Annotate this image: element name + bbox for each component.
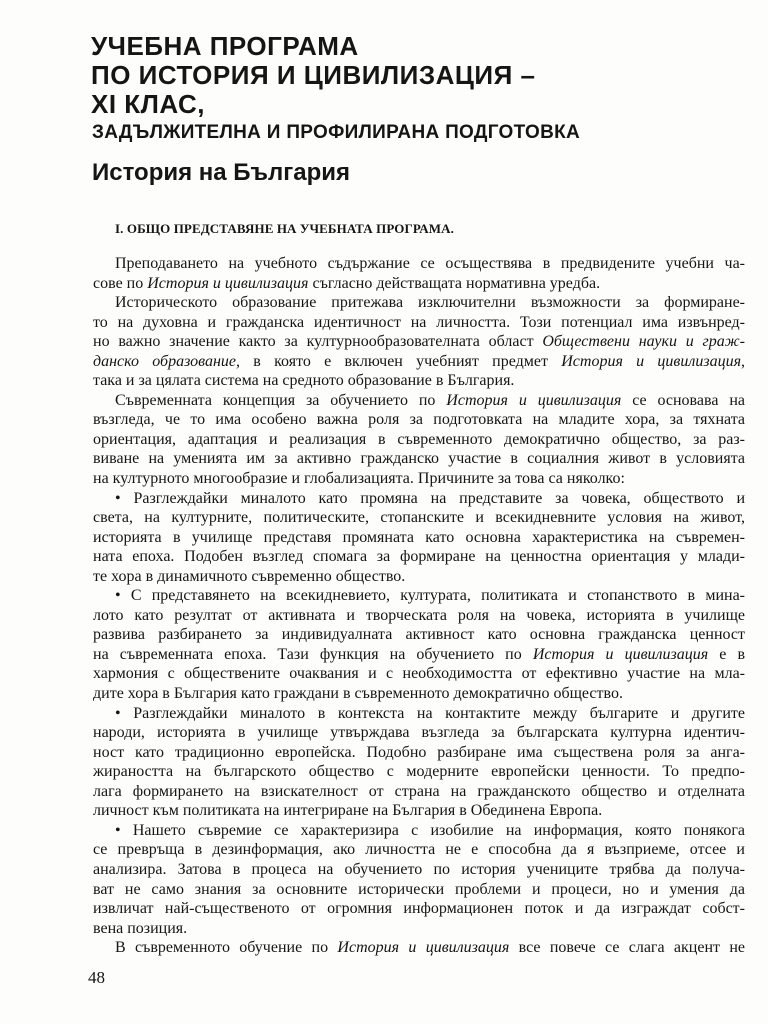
italic-text: История и цивилизация — [147, 274, 309, 292]
text-line: дите хора в България като граждани в съвременното демократично общество. — [93, 685, 623, 703]
bullet-paragraph — [93, 586, 745, 703]
paragraph — [93, 293, 745, 391]
text-line: така и за цялата система на средното образование в България. — [93, 372, 515, 390]
text-line: лото като резултат от активната и творческата роля на човека, историята в училище — [93, 606, 745, 624]
text-segment: , в която е включен учебният предмет — [236, 352, 562, 370]
text-line: извличат най-същественото от огромния информационен поток и да изграждат собст- — [93, 900, 745, 918]
text-segment: е в — [708, 645, 745, 663]
text-line: историята в училище представя промяната като основна характеристика на съвремен- — [93, 528, 745, 546]
text-segment: , — [741, 352, 746, 370]
text-line: света, на културните, политическите, стопанските и всекидневните условия на живот, — [93, 509, 745, 527]
text-line: виване на уменията им за активно гражданско участие в социалния живот в условията — [93, 450, 745, 468]
text-line: • С представянето на всекидневието, културата, политиката и стопанството в мина- — [115, 587, 745, 605]
page-number: 48 — [88, 968, 105, 987]
title-line: УЧЕБНА ПРОГРАМА — [91, 31, 359, 61]
text-line: хармония с обществените очаквания и с необходимостта от ефективно участие на мла- — [93, 665, 745, 683]
text-line: развива разбирането за индивидуалната активност като основна гражданска ценност — [93, 626, 745, 644]
italic-text: Обществени науки и граж- — [542, 333, 746, 351]
text-line: се превръща в дезинформация, ако личността не е способна да я възприеме, отсее и — [93, 841, 745, 859]
text-line: те хора в динамичното съвременно общество. — [93, 567, 406, 585]
text-line — [93, 938, 745, 958]
body-text — [93, 254, 745, 958]
text-line: • Нашето съвремие се характеризира с изобилие на информация, която понякога — [115, 821, 745, 839]
title-subtitle: ЗАДЪЛЖИТЕЛНА И ПРОФИЛИРАНА ПОДГОТОВКА — [92, 122, 581, 143]
bullet-paragraph — [93, 489, 745, 587]
text-segment: на съвременната епоха. Тази функция на обучението по — [93, 645, 533, 663]
title-line: ПО ИСТОРИЯ И ЦИВИЛИЗАЦИЯ – — [91, 60, 536, 90]
italic-text: История и цивилизация — [337, 939, 510, 957]
italic-text: История и цивилизация — [446, 391, 622, 409]
text-line: Историческото образование притежава изключителни възможности за формиране- — [115, 294, 745, 312]
paragraph — [93, 254, 745, 293]
paragraph — [93, 938, 745, 958]
text-line: ната епоха. Подобен възглед спомага за формиране на ценностна ориентация у млади- — [93, 548, 745, 566]
text-line: лага формирането на взискателност от страна на гражданското общество и отделната — [93, 782, 745, 800]
text-line — [93, 274, 745, 294]
text-line — [93, 352, 745, 372]
text-segment: все повече се слага акцент не — [509, 939, 746, 957]
text-line: възгледа, че то има особено важна роля за подготовката на младите хора, за тяхната — [93, 411, 745, 429]
text-segment: но важно значение както за културнообразователната област — [93, 333, 543, 351]
italic-text: История и цивилизация — [532, 645, 709, 663]
text-line: то на духовна и гражданска идентичност на личността. Този потенциал има извънред- — [93, 313, 745, 331]
text-segment: сове по — [93, 274, 148, 292]
text-line: • Разглеждайки миналото като промяна на представите за човека, обществото и — [115, 489, 745, 507]
text-line — [93, 645, 745, 665]
text-line: • Разглеждайки миналото в контекста на контактите между българите и другите — [115, 704, 745, 722]
text-line: жираността на българското общество с модерните европейски ценности. То предпо- — [93, 763, 745, 781]
italic-text: История и цивилизация — [561, 352, 742, 370]
text-line: вена позиция. — [93, 919, 188, 937]
text-segment: В съвременното обучение по — [115, 939, 338, 957]
italic-text: данско образование — [93, 352, 237, 370]
text-line: ориентация, адаптация и реализация в съвременното демократично общество, за раз- — [93, 430, 745, 448]
text-line: анализира. Затова в процеса на обучението по история учениците трябва да получа- — [93, 860, 745, 878]
text-line: личност към политиката на интегриране на България в Обединена Европа. — [93, 802, 603, 820]
text-line: на културното многообразие и глобализацията. Причините за това са няколко: — [93, 470, 625, 488]
title-line: XI КЛАС, — [91, 89, 206, 119]
document-title — [91, 32, 535, 119]
subject-heading: История на България — [92, 159, 351, 186]
text-line: Преподаването на учебното съдържание се осъществява в предвидените учебни ча- — [115, 255, 745, 272]
text-segment: Съвременната концепция за обучението по — [115, 391, 447, 409]
section-heading: I. ОБЩО ПРЕДСТАВЯНЕ НА УЧЕБНАТА ПРОГРАМА. — [115, 221, 454, 236]
text-line: народи, историята в училище утвърждава възгледа за българската културна идентич- — [93, 724, 745, 742]
text-segment: съгласно действащата нормативна уредба. — [308, 274, 601, 292]
text-line — [93, 332, 745, 352]
text-line: ват не само знания за основните исторически проблеми и процеси, но и умения да — [93, 880, 745, 898]
bullet-paragraph — [93, 821, 745, 938]
text-line: ност като традиционно европейска. Подобно разбиране има съществена роля за анга- — [93, 743, 745, 761]
text-line — [93, 391, 745, 411]
paragraph — [93, 391, 745, 489]
bullet-paragraph — [93, 704, 745, 821]
text-segment: се основава на — [621, 391, 745, 409]
